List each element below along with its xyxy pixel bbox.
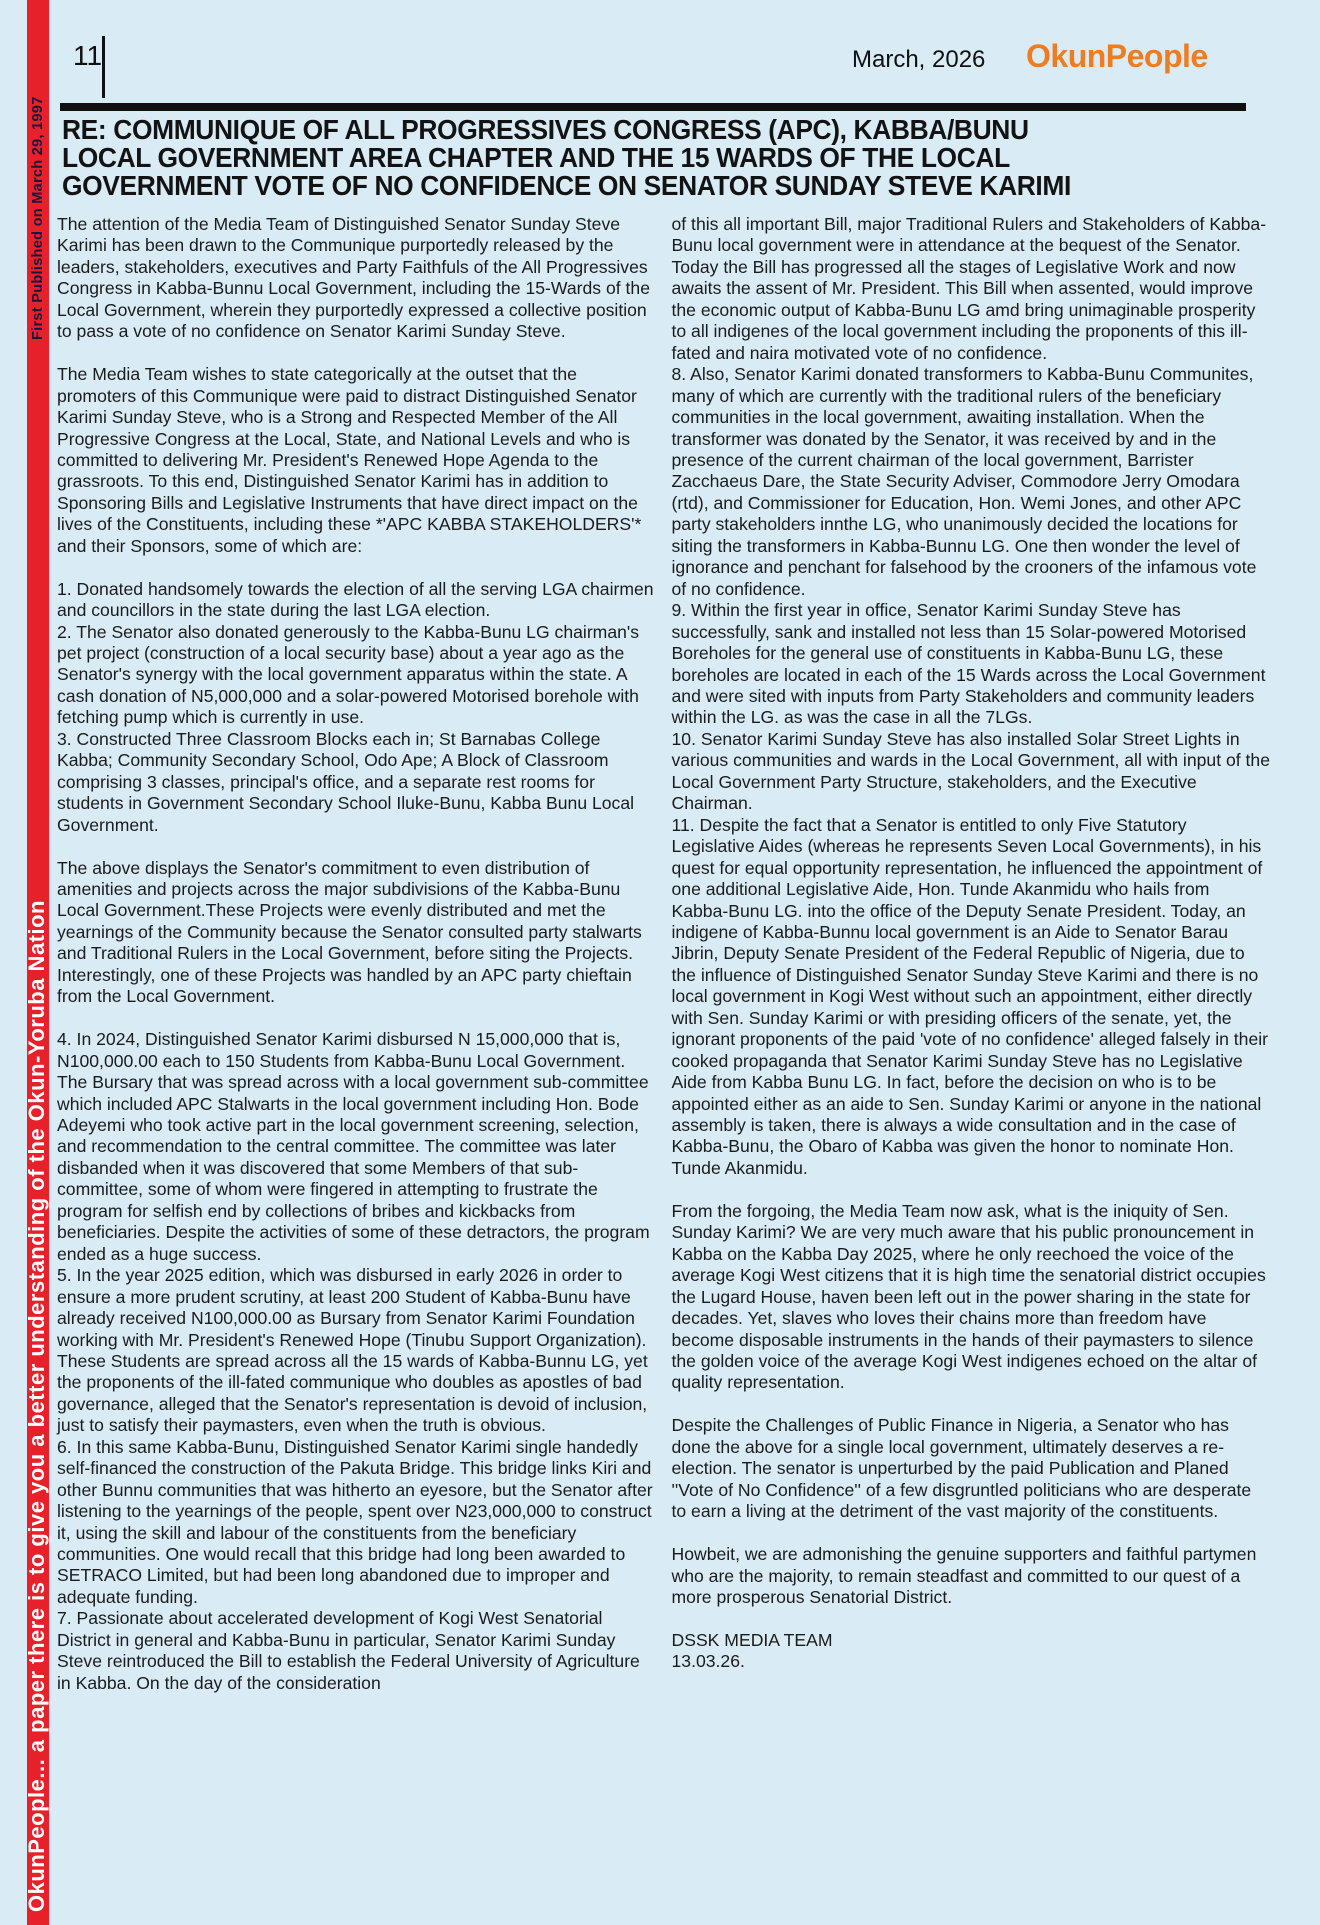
article-headline xyxy=(62,116,1262,200)
article-paragraph: 2. The Senator also donated generously to the Kabba-Bunu LG chairman's pet project (construction of a local security base) about a year ago as the Senator's synergy with the local government apparatus within the state. A cash donation of N5,000,000 and a solar-powered Motorised borehole with fetching pump which is currently in use. xyxy=(57,621,640,728)
issue-date: March, 2026 xyxy=(852,46,986,73)
article-paragraph: 6. In this same Kabba-Bunu, Distinguished Senator Karimi single handedly self-financed the construction of the Pakuta Bridge. This bridge links Kiri and other Bunnu communities that was hitherto an eyesore, but the Senator after listening to the yearnings of the people, spent over N23,000,000 to construct it, using the skill and labour of the constituents from the beneficiary communities. One would recall that this bridge had long been awarded to SETRACO Limited, but had been long abandoned due to improper and adequate funding. xyxy=(57,1436,653,1607)
article-paragraph: 13.03.26. xyxy=(671,1651,745,1672)
article-paragraph: 10. Senator Karimi Sunday Steve has also installed Solar Street Lights in various communities and wards in the Local Government, all with input of the Local Government Party Structure, stakeholders, and the Executive Chairman. xyxy=(671,728,1270,814)
article-paragraph: The above displays the Senator's commitment to even distribution of amenities and projects across the major subdivisions of the Kabba-Bunu Local Government.These Projects were evenly distributed and met the yearnings of the Community because the Senator consulted party stalwarts and Traditional Rulers in the Local Government, before siting the Projects. Interestingly, one of these Projects was handled by an APC party chieftain from the Local Government. xyxy=(57,857,642,1007)
article-paragraph: The attention of the Media Team of Distinguished Senator Sunday Steve Karimi has been drawn to the Communique purportedly released by the leaders, stakeholders, executives and Party Faithfuls of the All Progressives Congress in Kabba-Bunnu Local Government, including the 15-Wards of the Local Government, wherein they purportedly expressed a collective position to pass a vote of no confidence on Senator Karimi Sunday Steve. xyxy=(57,214,650,342)
article-paragraph: 1. Donated handsomely towards the election of all the serving LGA chairmen and councillors in the state during the last LGA election. xyxy=(57,578,654,621)
brand-logo: OkunPeople xyxy=(1026,38,1208,74)
sidebar-tagline-text: OkunPeople... a paper there is to give you a better understanding of the Okun-Yoruba Nation xyxy=(24,900,49,1912)
header-divider-line xyxy=(102,36,105,98)
article-paragraph: 11. Despite the fact that a Senator is entitled to only Five Statutory Legislative Aides (whereas he represents Seven Local Governments), in his quest for equal opportunity representation, he influenced the appointment of one additional Legislative Aide, Hon. Tunde Akanmidu who hails from Kabba-Bunu LG. into the office of the Deputy Senate President. Today, an indigene of Kabba-Bunnu local government is an Aide to Senator Barau Jibrin, Deputy Senate President of the Federal Republic of Nigeria, due to the influence of Distinguished Senator Sunday Steve Karimi and there is no local government in Kogi West without such an appointment, either directly with Sen. Sunday Karimi or with presiding officers of the senate, yet, the ignorant proponents of the paid 'vote of no confidence' alleged falsely in their cooked propaganda that Senator Karimi Sunday Steve has no Legislative Aide from Kabba Bunu LG. In fact, before the decision on who is to be appointed either as an aide to Sen. Sunday Karimi or anyone in the national assembly is taken, there is always a wide consultation and in the case of Kabba-Bunu, the Obaro of Kabba was given the honor to nominate Hon. Tunde Akanmidu. xyxy=(671,814,1269,1178)
headline-line-2: LOCAL GOVERNMENT AREA CHAPTER AND THE 15 WARDS OF THE LOCAL xyxy=(62,142,1010,173)
article-paragraph: From the forgoing, the Media Team now ask, what is the iniquity of Sen. Sunday Karimi? We are very much aware that his public pronouncement in Kabba on the Kabba Day 2025, where he only reechoed the voice of the average Kogi West citizens that it is high time the senatorial district occupies the Lugard House, haven been left out in the power sharing in the state for decades. Yet, slaves who loves their chains more than freedom have become disposable instruments in the hands of their paymasters to silence the golden voice of the average Kogi West indigenes echoed on the altar of quality representation. xyxy=(671,1200,1266,1393)
headline-line-3: GOVERNMENT VOTE OF NO CONFIDENCE ON SENATOR SUNDAY STEVE KARIMI xyxy=(62,170,1071,201)
article-paragraph: The Media Team wishes to state categorically at the outset that the promoters of this Communique were paid to distract Distinguished Senator Karimi Sunday Steve, who is a Strong and Respected Member of the All Progressive Congress at the Local, State, and National Levels and who is committed to delivering Mr. President's Renewed Hope Agenda to the grassroots. To this end, Distinguished Senator Karimi has in addition to Sponsoring Bills and Legislative Instruments that have direct impact on the lives of the Constituents, including these *'APC KABBA STAKEHOLDERS'* and their Sponsors, some of which are: xyxy=(57,364,642,556)
article-paragraph: Despite the Challenges of Public Finance in Nigeria, a Senator who has done the above for a single local government, ultimately deserves a re-election. The senator is unperturbed by the paid Publication and Planed ''Vote of No Confidence'' of a few disgruntled politicians who are desperate to earn a living at the detriment of the vast majority of the constituents. xyxy=(671,1415,1252,1522)
article-paragraph: 8. Also, Senator Karimi donated transformers to Kabba-Bunu Communites, many of which are currently with the traditional rulers of the beneficiary communities in the local government, awaiting installation. When the transformer was donated by the Senator, it was received by and in the presence of the current chairman of the local government, Barrister Zacchaeus Dare, the State Security Adviser, Commodore Jerry Omodara (rtd), and Commissioner for Education, Hon. Wemi Jones, and other APC party stakeholders innthe LG, who unanimously decided the locations for siting the transformers in Kabba-Bunnu LG. One then wonder the level of ignorance and penchant for falsehood by the crooners of the infamous vote of no confidence. xyxy=(671,364,1257,599)
article-paragraph: 7. Passionate about accelerated development of Kogi West Senatorial District in general and Kabba-Bunu in particular, Senator Karimi Sunday Steve reintroduced the Bill to establish the Federal University of Agriculture in Kabba. On the day of the consideration xyxy=(57,1608,640,1693)
article-body xyxy=(57,214,1270,1694)
header-rule xyxy=(60,103,1246,111)
article-left-column xyxy=(57,214,656,1694)
article-paragraph: DSSK MEDIA TEAM xyxy=(671,1629,833,1650)
article-paragraph: 3. Constructed Three Classroom Blocks each in; St Barnabas College Kabba; Community Secondary School, Odo Ape; A Block of Classroom comprising 3 classes, principal's office, and a separate rest rooms for students in Government Secondary School Iluke-Bunu, Kabba Bunu Local Government. xyxy=(57,728,635,835)
article-paragraph: 9. Within the first year in office, Senator Karimi Sunday Steve has successfully, sank and installed not less than 15 Solar-powered Motorised Boreholes for the general use of constituents in Kabba-Bunu LG, these boreholes are located in each of the 15 Wards across the Local Government and were sited with inputs from Party Stakeholders and community leaders within the LG. as was the case in all the 7LGs. xyxy=(671,600,1266,728)
headline-line-1: RE: COMMUNIQUE OF ALL PROGRESSIVES CONGRESS (APC), KABBA/BUNU xyxy=(62,114,1029,145)
sidebar-first-published-text: First Published on March 29, 1997 xyxy=(30,96,46,340)
page-number: 11 xyxy=(73,40,103,71)
article-paragraph: 4. In 2024, Distinguished Senator Karimi disbursed N 15,000,000 that is, N100,000.00 each to 150 Students from Kabba-Bunu Local Government. The Bursary that was spread across with a local government sub-committee which included APC Stalwarts in the local government including Hon. Bode Adeyemi who took active part in the local government screening, selection, and recommendation to the central committee. The committee was later disbanded when it was discovered that some Members of that sub-committee, some of whom were fingered in attempting to frustrate the program for selfish end by collections of bribes and kickbacks from beneficiaries. Despite the activities of some of these detractors, the program ended as a huge success. xyxy=(57,1029,650,1264)
article-right-column xyxy=(672,214,1271,1694)
article-paragraph: Howbeit, we are admonishing the genuine supporters and faithful partymen who are the majority, to remain steadfast and committed to our quest of a more prosperous Senatorial District. xyxy=(671,1544,1257,1607)
article-paragraph: 5. In the year 2025 edition, which was disbursed in early 2026 in order to ensure a more prudent scrutiny, at least 200 Student of Kabba-Bunu have already received N100,000.00 as Bursary from Senator Karimi Foundation working with Mr. President's Renewed Hope (Tinubu Support Organization). These Students are spread across all the 15 wards of Kabba-Bunnu LG, yet the proponents of the ill-fated communique who doubles as apostles of bad governance, alleged that the Senator's representation is devoid of inclusion, just to satisfy their paymasters, even when the truth is obvious. xyxy=(57,1265,648,1436)
article-paragraph: of this all important Bill, major Traditional Rulers and Stakeholders of Kabba-Bunu local government were in attendance at the bequest of the Senator. Today the Bill has progressed all the stages of Legislative Work and now awaits the assent of Mr. President. This Bill when assented, would improve the economic output of Kabba-Bunu LG amd bring unimaginable prosperity to all indigenes of the local government including the proponents of this ill-fated and naira motivated vote of no confidence. xyxy=(671,214,1267,363)
